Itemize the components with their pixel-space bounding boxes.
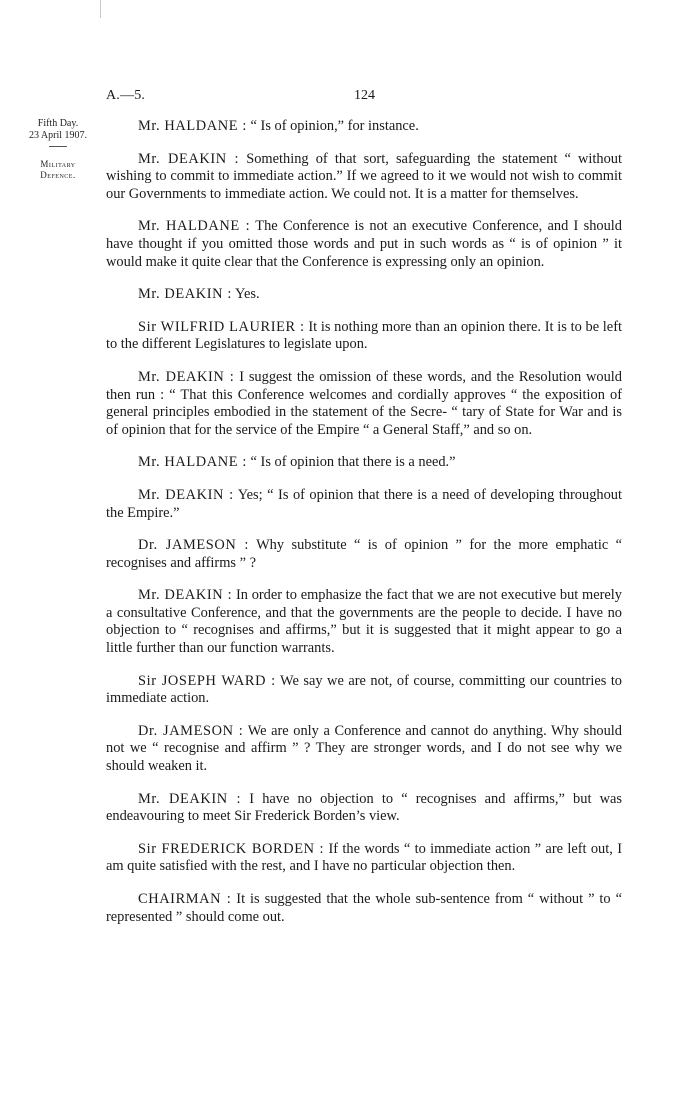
speaker-name: Mr. DEAKIN :: [138, 368, 235, 385]
speaker-name: Mr. HALDANE :: [138, 218, 251, 235]
transcript-body: [106, 118, 622, 941]
speaker-name: Mr. DEAKIN :: [138, 790, 242, 807]
speaker-name: Sir FREDERICK BORDEN :: [138, 840, 325, 857]
speaker-name: Dr. JAMESON :: [138, 722, 244, 739]
speaker-name: Mr. HALDANE :: [138, 118, 247, 134]
speech-text: “ Is of opinion that there is a need.”: [250, 454, 456, 471]
speaker-name: Mr. DEAKIN :: [138, 286, 232, 303]
speech-paragraph: [106, 791, 622, 826]
speaker-name: Mr. DEAKIN :: [138, 587, 233, 604]
page-header: [106, 88, 622, 108]
speech-text: Something of that sort, safeguarding the statement “ without wishing to commit to immediate action.” If we agreed to it we would not wish to commit our Governments to immediate action. We could not. It is a matter for themselves.: [106, 150, 622, 202]
speech-paragraph: [106, 369, 622, 439]
page-edge-mark: [100, 0, 101, 18]
speaker-name: Mr. DEAKIN :: [138, 150, 240, 167]
page-number: 124: [354, 88, 375, 103]
speaker-name: Mr. HALDANE :: [138, 454, 247, 471]
speech-text: I have no objection to “ recognises and affirms,” but was endeavouring to meet Sir Frederick Borden’s view.: [106, 790, 622, 825]
margin-note-day: Fifth Day.: [37, 118, 79, 129]
speech-text: I suggest the omission of these words, and the Resolution would then run : “ That this Conference welcomes and cordially approves “ the exposition of general principles embodied in the statement of the Secre- “ tary of State for War and is of opinion that for the service of the Empire “ a General Staff,” and so on.: [106, 368, 622, 438]
speech-text: Yes.: [235, 286, 260, 303]
margin-note-topic-line-1: Military: [40, 159, 76, 169]
speech-text: The Conference is not an executive Conference, and I should have thought if you omitted those words and put in such words as “ is of opinion ” it would make it quite clear that the Conference is expressing only an opinion.: [106, 218, 622, 270]
speech-text: We are only a Conference and cannot do anything. Why should not we “ recognise and affirm ” ? They are stronger words, and I do not see why we should weaken it.: [106, 722, 622, 775]
speech-text: We say we are not, of course, committing our countries to immediate action.: [106, 672, 623, 707]
speech-text: It is nothing more than an opinion there. It is to be left to the different Legislatures to legislate upon.: [106, 318, 622, 353]
speech-paragraph: [106, 454, 622, 472]
speech-text: Why substitute “ is of opinion ” for the more emphatic “ recognises and affirms ” ?: [106, 537, 622, 571]
speech-paragraph: [106, 723, 622, 776]
margin-note-date: [18, 118, 98, 151]
speaker-name: Sir JOSEPH WARD :: [138, 672, 276, 689]
speaker-name: CHAIRMAN :: [138, 891, 232, 907]
speech-text: Yes; “ Is of opinion that there is a need of developing throughout the Empire.”: [106, 486, 622, 521]
speech-paragraph: [106, 537, 622, 572]
margin-note-divider: [49, 146, 67, 147]
speech-paragraph: [106, 841, 622, 876]
speech-paragraph: [106, 319, 622, 354]
margin-note-topic: [18, 159, 98, 181]
speech-paragraph: [106, 118, 622, 136]
speech-paragraph: [106, 487, 622, 522]
speech-paragraph: [106, 587, 622, 657]
speaker-name: Sir WILFRID LAURIER :: [138, 318, 305, 335]
margin-note-date-text: 23 April 1907.: [28, 130, 88, 141]
speaker-name: Mr. DEAKIN :: [138, 486, 234, 503]
speaker-name: Dr. JAMESON :: [138, 537, 249, 554]
document-reference: A.—5.: [106, 88, 146, 103]
margin-note-topic-line-2: Defence.: [40, 170, 76, 180]
speech-paragraph: [106, 218, 622, 271]
speech-text: If the words “ to immediate action ” are left out, I am quite satisfied with the rest, and I have no particular objection then.: [106, 840, 622, 875]
speech-text: “ Is of opinion,” for instance.: [250, 118, 419, 134]
speech-paragraph: [106, 286, 622, 304]
speech-text: In order to emphasize the fact that we are not executive but merely a consultative Conference, and that the governments are the people to decide. I have no objection to “ recognises and affirms,” but it is suggested that it might appear to go a little further than our function warrants.: [106, 587, 622, 657]
speech-paragraph: [106, 891, 622, 926]
speech-text: It is suggested that the whole sub-sentence from “ without ” to “ represented ” should come out.: [106, 891, 622, 925]
speech-paragraph: [106, 151, 622, 204]
speech-paragraph: [106, 673, 622, 708]
